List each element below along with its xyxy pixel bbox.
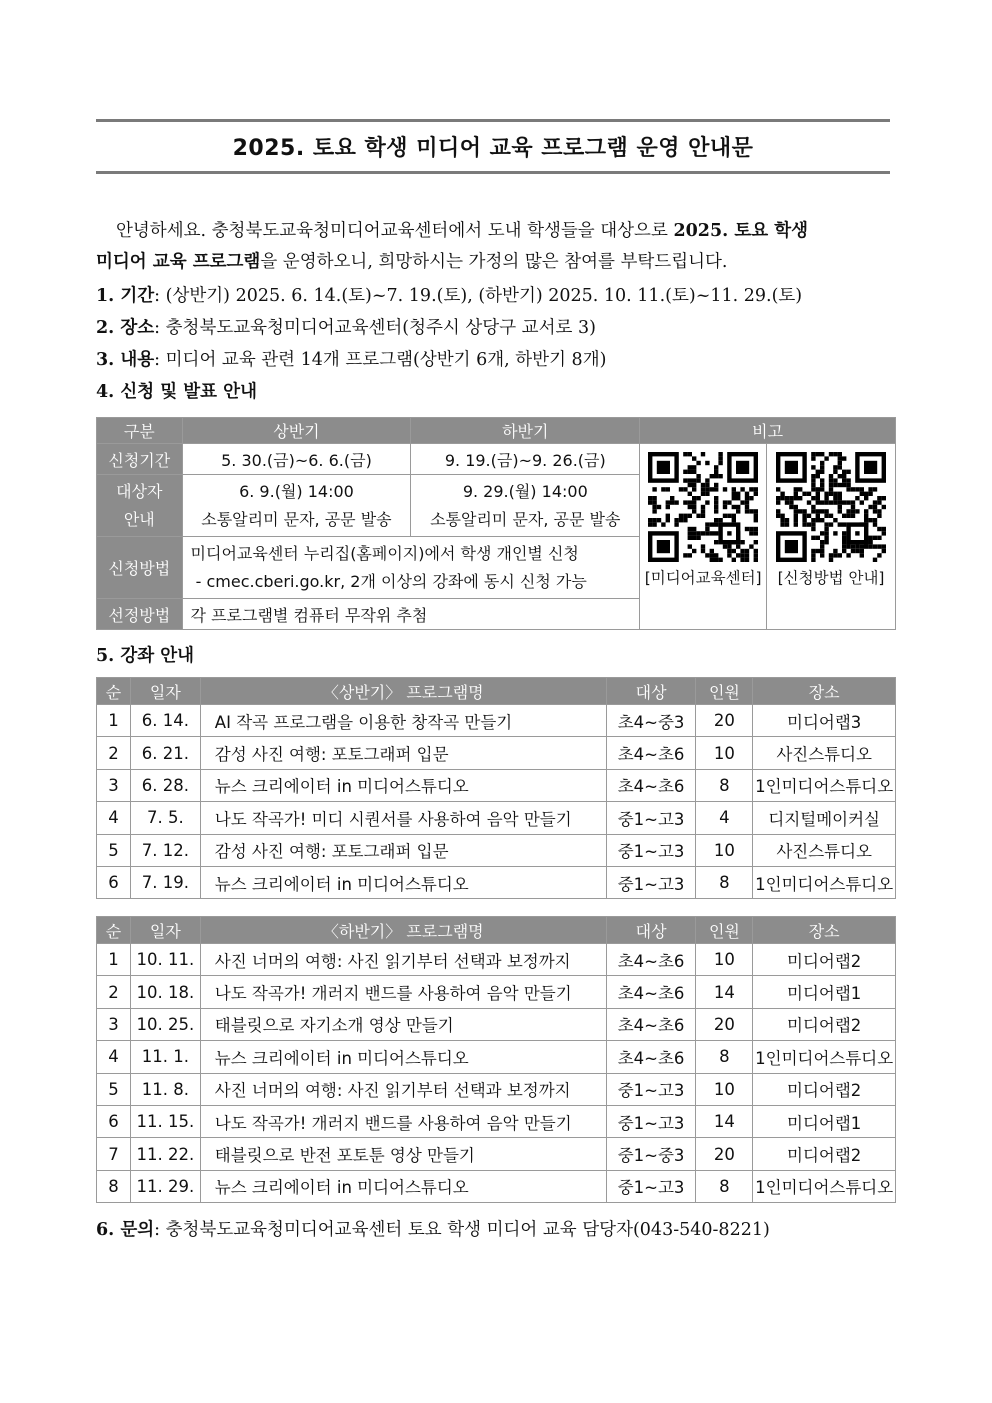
qr-cell-guide	[767, 444, 896, 630]
notice-method: 소통알리미 문자, 공문 발송	[430, 509, 621, 529]
program-name: 뉴스 크리에이터 in 미디어스튜디오	[200, 866, 606, 898]
application-table	[96, 417, 896, 630]
notice-time: 9. 29.(월) 14:00	[462, 481, 588, 501]
program-name: 뉴스 크리에이터 in 미디어스튜디오	[200, 1170, 606, 1202]
row-label-line: 대상자	[116, 481, 163, 501]
program-name: AI 작곡 프로그램을 이용한 창작곡 만들기	[200, 705, 606, 737]
header-capacity: 인원	[696, 917, 753, 944]
second-half-notice	[411, 475, 640, 537]
intro-bold: 미디어 교육 프로그램	[96, 252, 261, 272]
row-number: 2	[97, 976, 131, 1008]
row-label-period: 신청기간	[97, 444, 183, 475]
row-label-selection: 선정방법	[97, 599, 183, 630]
location: 미디어랩2	[753, 1008, 896, 1040]
item-period	[96, 282, 802, 307]
header-remarks: 비고	[640, 418, 896, 444]
application-method	[182, 537, 640, 599]
session-date: 6. 21.	[130, 737, 200, 769]
table-row	[97, 1073, 896, 1105]
second-half-table	[96, 916, 896, 1203]
selection-method: 각 프로그램별 컴퓨터 무작위 추첨	[182, 599, 640, 630]
second-half-period: 9. 19.(금)~9. 26.(금)	[411, 444, 640, 475]
item-text: : (상반기) 2025. 6. 14.(토)~7. 19.(토), (하반기) 2025. 10. 11.(토)~11. 29.(토)	[154, 286, 803, 306]
item-label: 3. 내용	[96, 350, 155, 370]
target-grade: 중1~고3	[606, 1073, 696, 1105]
target-grade: 초4~초6	[606, 1008, 696, 1040]
session-date: 10. 18.	[130, 976, 200, 1008]
header-first-half: 상반기	[182, 418, 411, 444]
method-line: 미디어교육센터 누리집(홈페이지)에서 학생 개인별 신청	[190, 543, 579, 563]
location: 디지털메이커실	[753, 802, 896, 834]
table-row	[97, 834, 896, 866]
table-row	[97, 976, 896, 1008]
session-date: 11. 22.	[130, 1138, 200, 1170]
table-row	[97, 944, 896, 976]
header-program: 〈상반기〉 프로그램명	[200, 678, 606, 705]
capacity: 8	[696, 769, 753, 801]
first-half-period: 5. 30.(금)~6. 6.(금)	[182, 444, 411, 475]
header-target: 대상	[606, 917, 696, 944]
row-number: 1	[97, 944, 131, 976]
table-row	[97, 1138, 896, 1170]
target-grade: 초4~중3	[606, 705, 696, 737]
location: 사진스튜디오	[753, 737, 896, 769]
program-name: 태블릿으로 반전 포토툰 영상 만들기	[200, 1138, 606, 1170]
capacity: 10	[696, 834, 753, 866]
intro-text: 안녕하세요. 충청북도교육청미디어교육센터에서 도내 학생들을 대상으로	[116, 221, 674, 241]
target-grade: 중1~고3	[606, 802, 696, 834]
row-label-method: 신청방법	[97, 537, 183, 599]
notice-time: 6. 9.(월) 14:00	[239, 481, 354, 501]
qr-code-icon[interactable]	[648, 452, 758, 562]
capacity: 20	[696, 1138, 753, 1170]
row-number: 7	[97, 1138, 131, 1170]
first-half-table	[96, 677, 896, 899]
intro-text: 을 운영하오니, 희망하시는 가정의 많은 참여를 부탁드립니다.	[260, 252, 728, 272]
program-name: 감성 사진 여행: 포토그래퍼 입문	[200, 834, 606, 866]
capacity: 10	[696, 1073, 753, 1105]
location: 미디어랩2	[753, 1138, 896, 1170]
program-name: 사진 너머의 여행: 사진 읽기부터 선택과 보정까지	[200, 1073, 606, 1105]
table-row	[97, 769, 896, 801]
session-date: 6. 28.	[130, 769, 200, 801]
location: 미디어랩3	[753, 705, 896, 737]
row-number: 2	[97, 737, 131, 769]
capacity: 14	[696, 976, 753, 1008]
target-grade: 초4~초6	[606, 976, 696, 1008]
target-grade: 중1~고3	[606, 866, 696, 898]
row-number: 4	[97, 802, 131, 834]
program-name: 뉴스 크리에이터 in 미디어스튜디오	[200, 1041, 606, 1073]
capacity: 8	[696, 866, 753, 898]
contact-label: 6. 문의	[96, 1220, 155, 1240]
session-date: 11. 8.	[130, 1073, 200, 1105]
row-number: 5	[97, 1073, 131, 1105]
intro-bold: 2025. 토요 학생	[673, 221, 809, 241]
target-grade: 초4~초6	[606, 1041, 696, 1073]
table-row	[97, 802, 896, 834]
session-date: 11. 1.	[130, 1041, 200, 1073]
capacity: 14	[696, 1105, 753, 1137]
qr-caption: [미디어교육센터]	[644, 569, 762, 587]
header-capacity: 인원	[696, 678, 753, 705]
target-grade: 중1~고3	[606, 834, 696, 866]
location: 미디어랩1	[753, 976, 896, 1008]
item-label: 1. 기간	[96, 286, 155, 306]
capacity: 20	[696, 1008, 753, 1040]
program-name: 태블릿으로 자기소개 영상 만들기	[200, 1008, 606, 1040]
session-date: 11. 15.	[130, 1105, 200, 1137]
location: 1인미디어스튜디오	[753, 866, 896, 898]
row-number: 5	[97, 834, 131, 866]
session-date: 10. 11.	[130, 944, 200, 976]
header-category: 구분	[97, 418, 183, 444]
title-box	[96, 119, 890, 174]
header-no: 순	[97, 678, 131, 705]
target-grade: 중1~중3	[606, 1138, 696, 1170]
row-label-line: 안내	[123, 509, 155, 529]
first-half-notice	[182, 475, 411, 537]
page-title: 2025. 토요 학생 미디어 교육 프로그램 운영 안내문	[232, 136, 754, 161]
table-row	[97, 1008, 896, 1040]
table-row	[97, 866, 896, 898]
row-number: 8	[97, 1170, 131, 1202]
header-target: 대상	[606, 678, 696, 705]
capacity: 10	[696, 737, 753, 769]
session-date: 7. 12.	[130, 834, 200, 866]
row-number: 6	[97, 1105, 131, 1137]
table-row	[97, 737, 896, 769]
method-url-line: - cmec.cberi.go.kr, 2개 이상의 강좌에 동시 신청 가능	[190, 571, 587, 591]
session-date: 10. 25.	[130, 1008, 200, 1040]
program-name: 나도 작곡가! 개러지 밴드를 사용하여 음악 만들기	[200, 976, 606, 1008]
row-number: 1	[97, 705, 131, 737]
row-number: 3	[97, 769, 131, 801]
location: 미디어랩2	[753, 944, 896, 976]
table-row	[97, 1105, 896, 1137]
header-date: 일자	[130, 917, 200, 944]
qr-code-icon[interactable]	[776, 452, 886, 562]
item-text: : 충청북도교육청미디어교육센터(청주시 상당구 교서로 3)	[154, 318, 596, 338]
capacity: 10	[696, 944, 753, 976]
row-number: 4	[97, 1041, 131, 1073]
session-date: 11. 29.	[130, 1170, 200, 1202]
target-grade: 초4~초6	[606, 944, 696, 976]
qr-caption: [신청방법 안내]	[777, 569, 885, 587]
location: 미디어랩2	[753, 1073, 896, 1105]
qr-cell-center	[640, 444, 767, 630]
target-grade: 중1~고3	[606, 1170, 696, 1202]
intro-paragraph	[96, 216, 896, 278]
location: 1인미디어스튜디오	[753, 1041, 896, 1073]
row-number: 3	[97, 1008, 131, 1040]
capacity: 4	[696, 802, 753, 834]
item-content	[96, 346, 606, 371]
header-no: 순	[97, 917, 131, 944]
location: 1인미디어스튜디오	[753, 1170, 896, 1202]
target-grade: 중1~고3	[606, 1105, 696, 1137]
program-name: 뉴스 크리에이터 in 미디어스튜디오	[200, 769, 606, 801]
program-name: 나도 작곡가! 개러지 밴드를 사용하여 음악 만들기	[200, 1105, 606, 1137]
item-place	[96, 314, 596, 339]
target-grade: 초4~초6	[606, 769, 696, 801]
table-row	[97, 1041, 896, 1073]
contact-text: : 충청북도교육청미디어교육센터 토요 학생 미디어 교육 담당자(043-540-8221)	[154, 1220, 770, 1240]
program-name: 사진 너머의 여행: 사진 읽기부터 선택과 보정까지	[200, 944, 606, 976]
capacity: 20	[696, 705, 753, 737]
header-location: 장소	[753, 678, 896, 705]
header-location: 장소	[753, 917, 896, 944]
section-4-heading: 4. 신청 및 발표 안내	[96, 382, 257, 402]
table-row	[97, 705, 896, 737]
location: 1인미디어스튜디오	[753, 769, 896, 801]
table-row	[97, 1170, 896, 1202]
notice-method: 소통알리미 문자, 공문 발송	[201, 509, 392, 529]
header-second-half: 하반기	[411, 418, 640, 444]
row-number: 6	[97, 866, 131, 898]
item-label: 2. 장소	[96, 318, 155, 338]
header-date: 일자	[130, 678, 200, 705]
section-5-heading: 5. 강좌 안내	[96, 646, 195, 666]
row-label-notice	[97, 475, 183, 537]
target-grade: 초4~초6	[606, 737, 696, 769]
location: 사진스튜디오	[753, 834, 896, 866]
item-text: : 미디어 교육 관련 14개 프로그램(상반기 6개, 하반기 8개)	[154, 350, 607, 370]
capacity: 8	[696, 1041, 753, 1073]
session-date: 7. 19.	[130, 866, 200, 898]
program-name: 감성 사진 여행: 포토그래퍼 입문	[200, 737, 606, 769]
location: 미디어랩1	[753, 1105, 896, 1137]
capacity: 8	[696, 1170, 753, 1202]
program-name: 나도 작곡가! 미디 시퀀서를 사용하여 음악 만들기	[200, 802, 606, 834]
session-date: 6. 14.	[130, 705, 200, 737]
session-date: 7. 5.	[130, 802, 200, 834]
header-program: 〈하반기〉 프로그램명	[200, 917, 606, 944]
contact-line	[96, 1216, 770, 1241]
